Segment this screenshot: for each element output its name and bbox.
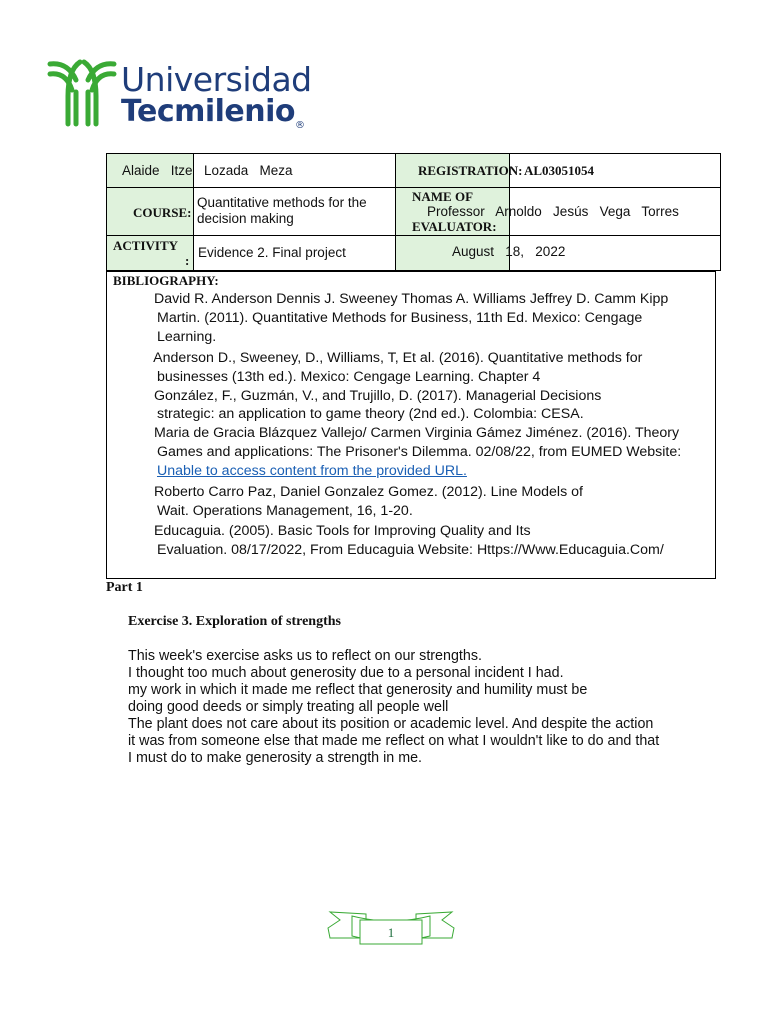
evaluator-label-line2: EVALUATOR: [412, 219, 497, 234]
course-label: COURSE: [133, 205, 192, 220]
course-value: Quantitative methods for the decision making [197, 195, 367, 226]
bibliography-entry: Maria de Gracia Blázquez Vallejo/ Carmen Virginia Gámez Jiménez. (2016). Theory Games and applications: The Prisoner's Dilemma. 02/08/22, from EUMED Website: Unable to access content from the provided URL. [153, 425, 682, 479]
paragraph-line: doing good deeds or simply treating all people well [128, 699, 449, 715]
activity-label-line2: : [185, 253, 190, 268]
university-logo [46, 56, 312, 131]
student-first-name-cell [106, 153, 194, 188]
page-number: 1 [387, 925, 395, 940]
bibliography-entry: Anderson D., Sweeney, D., Williams, T, Et al. (2016). Quantitative methods for businesses (13th ed.). Mexico: Cengage Learning. Chapter 4 [153, 350, 643, 385]
bibliography-title: BIBLIOGRAPHY: [113, 273, 219, 288]
student-last-name-cell [193, 153, 396, 188]
course-label-cell [106, 187, 194, 236]
activity-label-line1: ACTIVITY [113, 238, 179, 253]
registration-value: AL03051054 [524, 163, 595, 178]
evaluator-label-line1: NAME OF [412, 189, 474, 204]
bibliography-box [106, 271, 716, 579]
paragraph-line: I must do to make generosity a strength in me. [128, 750, 423, 766]
registration-label: REGISTRATION: [418, 163, 523, 178]
paragraph-line: I thought too much about generosity due to a personal incident I had. [128, 665, 564, 681]
student-last-name: Lozada Meza [204, 163, 293, 178]
activity-label-cell [106, 235, 194, 271]
bibliography-entry: González, F., Guzmán, V., and Trujillo, D. (2017). Managerial Decisions strategic: an application to game theory (2nd ed.). Colombia: CESA. [153, 388, 602, 422]
exercise-heading [128, 614, 341, 630]
activity-value: Evidence 2. Final project [198, 245, 346, 260]
registration-label-cell [395, 153, 523, 188]
paragraph-line: This week's exercise asks us to reflect on our strengths. [128, 648, 482, 664]
registration-value-cell [509, 153, 721, 188]
course-value-cell [193, 187, 396, 236]
logo-line-universidad: Universidad [121, 60, 312, 99]
bibliography-entry: Roberto Carro Paz, Daniel Gonzalez Gomez. (2012). Line Models of Wait. Operations Management, 16, 1-20. [153, 484, 583, 519]
reflection-paragraph [128, 648, 728, 767]
exercise-title: Exercise 3. Exploration of strengths [128, 614, 341, 629]
paragraph-line: The plant does not care about its position or academic level. And despite the action [128, 716, 654, 732]
tecmilenio-leaf-icon [46, 56, 118, 128]
part-heading: Part 1 [106, 580, 143, 595]
bibliography-entry: Educaguia. (2005). Basic Tools for Improving Quality and Its Evaluation. 08/17/2022, From Educaguia Website: Https://Www.Educaguia.Com/ [153, 523, 664, 558]
logo-line-tecmilenio: Tecmilenio$_®$ [121, 94, 305, 131]
evaluator-value: Professor Arnoldo Jesús Vega Torres [427, 204, 679, 219]
registered-mark: ® [295, 120, 305, 131]
student-first-name: Alaide Itze [122, 163, 193, 178]
paragraph-line: my work in which it made me reflect that generosity and humility must be [128, 682, 588, 698]
bibliography-entry: David R. Anderson Dennis J. Sweeney Thomas A. Williams Jeffrey D. Camm Kipp Martin. (2011). Quantitative Methods for Business, 11th Ed. Mexico: Cengage Learning. [153, 291, 669, 345]
date-value: August 18, 2022 [452, 244, 566, 259]
page-number-ribbon [326, 908, 456, 948]
paragraph-line: it was from someone else that made me reflect on what I wouldn't like to do and that [128, 733, 660, 749]
eumed-link[interactable]: Unable to access content from the provided URL. [157, 463, 467, 479]
activity-value-cell [193, 235, 396, 271]
